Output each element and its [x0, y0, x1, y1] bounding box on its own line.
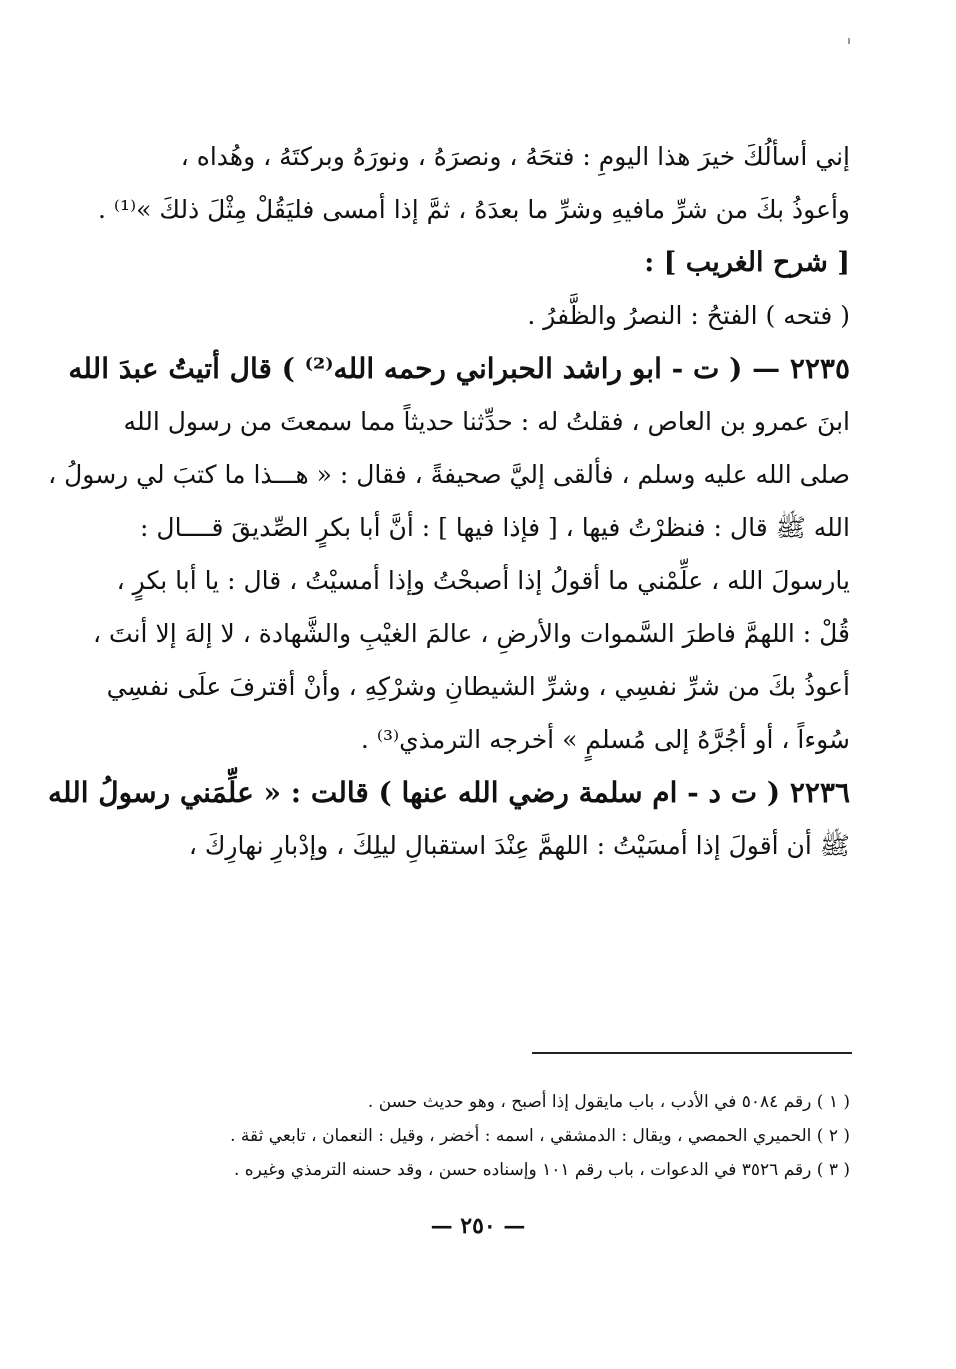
text-line: سُوءاً ، أو أجُرَّهُ إلى مُسلمٍ » أخرجه الترمذي⁽³⁾ .: [360, 725, 850, 754]
footnote: ( ٢ ) الحميري الحمصي ، ويقال : الدمشقي ، اسمه : أخضر ، وقيل : النعمان ، تابعي ثقة .: [230, 1126, 850, 1146]
page-number: — ٢٥٠ —: [430, 1213, 526, 1239]
text-line: قُلْ : اللهمَّ فاطرَ السَّموات والأرضِ ، عالمَ الغيْبِ والشَّهادة ، لا إلهَ إلا أنتَ ،: [93, 619, 850, 648]
main-text: [47, 130, 850, 872]
text-line: ( فتحه ) الفتحُ : النصرُ والظَّفرُ .: [527, 301, 850, 330]
text-line: يارسولَ الله ، علِّمْني ما أقولُ إذا أصبحْتُ وإذا أمسيْتُ ، قال : يا أبا بكرٍ ،: [116, 566, 850, 595]
footnote: ( ٣ ) رقم ٣٥٢٦ في الدعوات ، باب رقم ١٠١ وإسناده حسن ، وقد حسنه الترمذي وغيره .: [233, 1160, 850, 1180]
footnote: ( ١ ) رقم ٥٠٨٤ في الأدب ، باب مايقول إذا أصبح ، وهو حديث حسن .: [367, 1092, 850, 1112]
text-line: صلى الله عليه وسلم ، فألقى إليَّ صحيفةً ، فقال : « هـــذا ما كتبَ لي رسولُ ،: [48, 460, 850, 489]
text-line: الله ﷺ قال : فنظرْتُ فيها ، [ فإذا فيها ] : أنَّ أبا بكرٍ الصِّديقَ قــــال :: [140, 513, 850, 542]
hadith-heading: ٢٢٣٦ ( ت د - ام سلمة رضي الله عنها ) قالت : « علِّمَني رسولُ الله: [47, 776, 850, 809]
hadith-heading: ٢٢٣٥ — ( ت - ابو راشد الحبراني رحمه الله⁽²⁾ ) قال أتيتُ عبدَ الله: [68, 352, 850, 385]
section-heading: [ شرح الغريب ] :: [644, 247, 850, 278]
text-line: ابنَ عمرو بن العاص ، فقلتُ له : حدِّثنا حديثاً مما سمعتَ من رسول الله: [123, 407, 850, 436]
text-line: إني أسألُكَ خيرَ هذا اليومِ : فتحَهُ ، ونصرَهُ ، ونورَهُ وبركتَهُ ، وهُداه ،: [180, 142, 850, 171]
text-line: ﷺ أن أقولَ إذا أمسَيْتُ : اللهمَّ عِنْدَ استقبالِ ليلِكَ ، وإدْبارِ نهارِكَ ،: [188, 831, 850, 860]
footnote-divider: [532, 1052, 852, 1054]
footnotes: [150, 1085, 850, 1187]
text-line: أعوذُ بكَ من شرِّ نفسِي ، وشرِّ الشيطانِ وشرْكِهِ ، وأنْ أقترفَ علَى نفسِي: [106, 672, 850, 701]
text-line: وأعوذُ بكَ من شرِّ مافيهِ وشرِّ ما بعدَهُ ، ثمَّ إذا أمسى فليَقُلْ مِثْلَ ذلكَ »⁽¹⁾ .: [97, 195, 850, 224]
scan-mark: [848, 38, 850, 44]
